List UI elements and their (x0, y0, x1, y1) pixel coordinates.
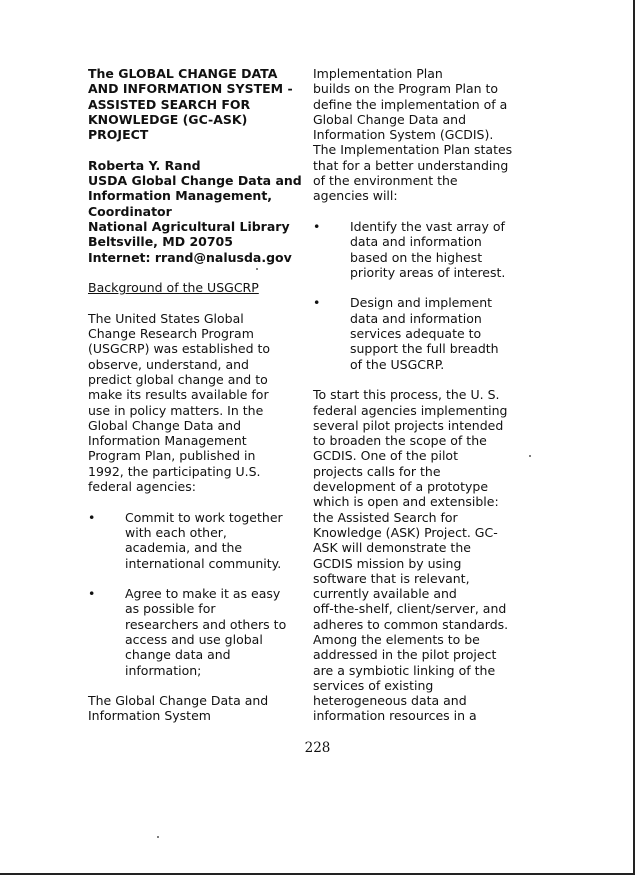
text-line: academia, and the (125, 540, 243, 556)
text-line: data and information (350, 310, 482, 326)
text-line: The Implementation Plan states (313, 142, 513, 158)
text-line: Change Research Program (88, 326, 254, 342)
text-line: of the environment the (313, 173, 458, 189)
text-line: The United States Global (88, 310, 244, 326)
right-column (313, 66, 518, 724)
text-line: Program Plan, published in (88, 448, 256, 464)
scan-speck (157, 836, 159, 838)
text-line: Among the elements to be (313, 631, 480, 647)
text-line: The Global Change Data and (88, 693, 269, 709)
text-line: with each other, (125, 524, 227, 540)
author-line: Roberta Y. Rand (88, 157, 201, 173)
text-line: To start this process, the U. S. (313, 387, 500, 403)
text-line: currently available and (313, 586, 457, 602)
text-line: Commit to work together (125, 509, 283, 525)
text-line: as possible for (125, 601, 216, 617)
title-line: The GLOBAL CHANGE DATA (88, 66, 278, 81)
author-email: Internet: rrand@nalusda.gov (88, 249, 292, 265)
text-line: international community. (125, 555, 282, 571)
bullet-marker: • (88, 509, 96, 525)
bullet-item (88, 586, 288, 678)
text-line: information; (125, 662, 202, 678)
text-line: of the USGCRP. (350, 356, 445, 372)
text-line: predict global change and to (88, 371, 268, 387)
title-line: KNOWLEDGE (GC-ASK) (88, 111, 248, 127)
scan-speck (529, 455, 531, 457)
text-line: use in policy matters. In the (88, 402, 264, 418)
bullet-marker: • (313, 295, 321, 311)
author-line: Beltsville, MD 20705 (88, 234, 233, 250)
text-line: support the full breadth (350, 341, 499, 357)
text-line: Global Change Data and (88, 417, 242, 433)
text-line: heterogeneous data and (313, 693, 467, 709)
text-line: access and use global (125, 631, 263, 647)
text-line: (USGCRP) was established to (88, 341, 271, 357)
text-line: federal agencies: (88, 479, 196, 495)
bullet-marker: • (313, 218, 321, 234)
scan-speck (256, 268, 258, 270)
left-column (88, 66, 302, 724)
page-number: 228 (304, 740, 331, 756)
text-line: that for a better understanding (313, 157, 509, 173)
text-line: several pilot projects intended (313, 417, 504, 433)
text-line: the Assisted Search for (313, 509, 458, 525)
text-line: GCDIS mission by using (313, 555, 462, 571)
text-line: agencies will: (313, 188, 398, 204)
text-line: GCDIS. One of the pilot (313, 448, 458, 464)
bullet-item (88, 510, 288, 571)
text-line: Implementation Plan (313, 66, 443, 81)
text-line: to broaden the scope of the (313, 433, 487, 449)
text-line: Identify the vast array of (350, 218, 505, 234)
section-heading: Background of the USGCRP (88, 280, 259, 296)
text-line: development of a prototype (313, 479, 489, 495)
text-line: define the implementation of a (313, 96, 508, 112)
title-line: PROJECT (88, 127, 149, 143)
text-line: researchers and others to (125, 616, 287, 632)
text-line: adheres to common standards. (313, 616, 509, 632)
text-line: services adequate to (350, 326, 482, 342)
text-line: based on the highest (350, 249, 483, 265)
text-line: projects calls for the (313, 463, 441, 479)
text-line: information resources in a (313, 708, 477, 724)
author-line: National Agricultural Library (88, 218, 290, 234)
text-line: Information Management (88, 433, 247, 449)
text-line: software that is relevant, (313, 570, 470, 586)
text-line: off-the-shelf, client/server, and (313, 601, 507, 617)
text-line: data and information (350, 234, 482, 250)
paragraph (88, 693, 288, 724)
text-line: make its results available for (88, 387, 269, 403)
bullet-item (313, 219, 518, 280)
text-line: 1992, the participating U.S. (88, 463, 261, 479)
paragraph (313, 66, 518, 204)
text-line: addressed in the pilot project (313, 647, 497, 663)
paragraph (313, 387, 518, 724)
text-line: change data and (125, 647, 231, 663)
text-line: priority areas of interest. (350, 264, 506, 280)
author-line: USDA Global Change Data and (88, 173, 302, 189)
text-line: which is open and extensible: (313, 494, 499, 510)
paragraph (88, 311, 288, 495)
bullet-marker: • (88, 586, 96, 602)
text-line: Information System (GCDIS). (313, 127, 494, 143)
text-line: are a symbiotic linking of the (313, 662, 496, 678)
author-line: Coordinator (88, 203, 172, 219)
paper-title (88, 66, 293, 143)
title-line: ASSISTED SEARCH FOR (88, 96, 251, 112)
text-line: observe, understand, and (88, 356, 249, 372)
text-line: Design and implement (350, 295, 493, 311)
text-line: Information System (88, 708, 211, 724)
text-line: builds on the Program Plan to (313, 81, 499, 97)
author-line: Information Management, (88, 188, 273, 204)
text-line: Global Change Data and (313, 111, 467, 127)
text-line: federal agencies implementing (313, 402, 508, 418)
text-line: Knowledge (ASK) Project. GC- (313, 524, 498, 540)
text-line: services of existing (313, 677, 434, 693)
text-line: ASK will demonstrate the (313, 540, 471, 556)
title-line: AND INFORMATION SYSTEM - (88, 81, 293, 97)
bullet-item (313, 295, 518, 371)
author-block (88, 157, 302, 265)
text-line: Agree to make it as easy (125, 586, 281, 602)
